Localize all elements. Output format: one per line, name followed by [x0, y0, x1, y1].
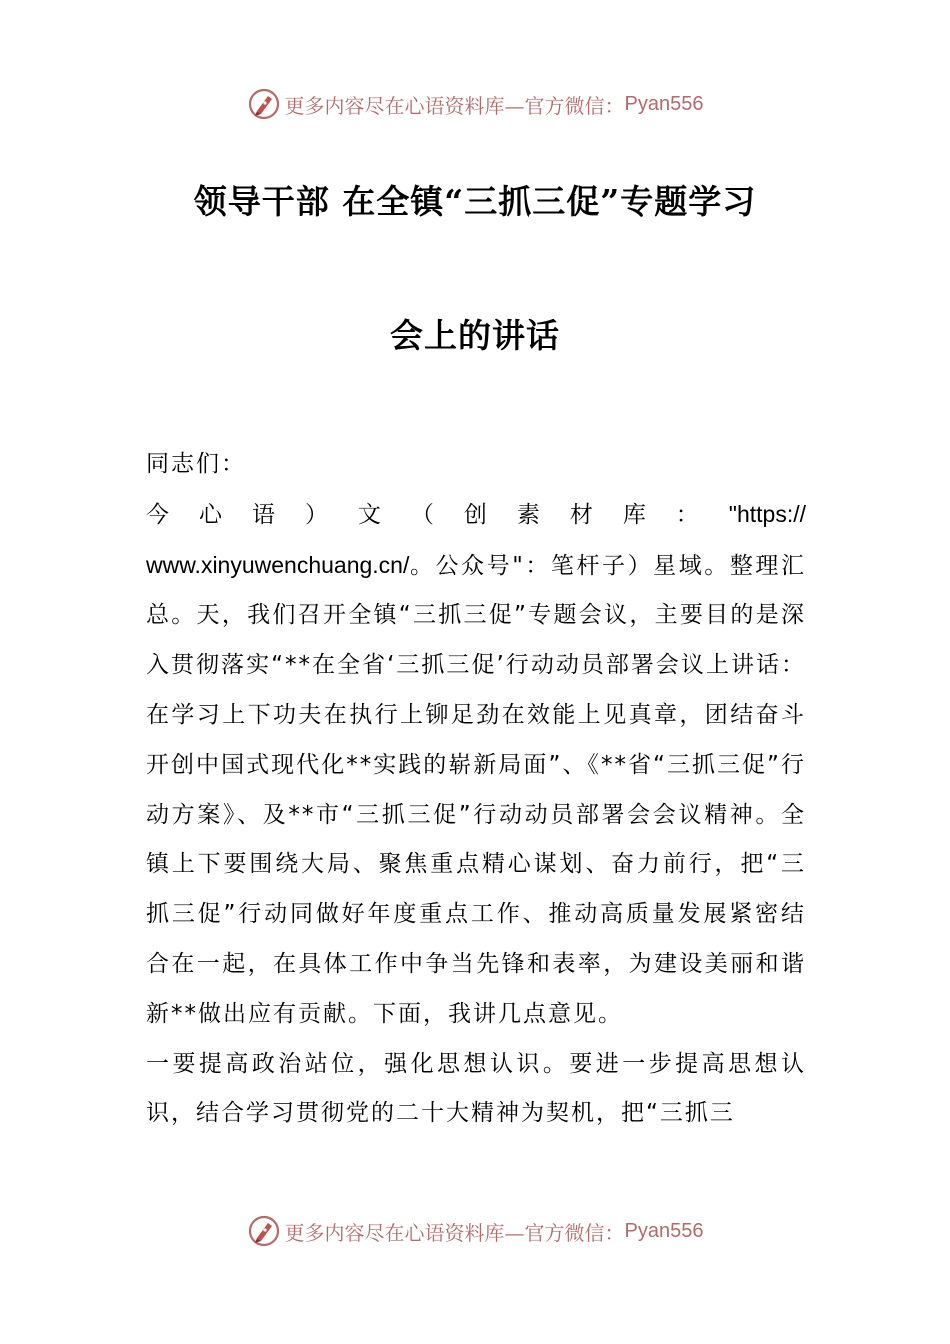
- source-url-end: www.xinyuwenchuang.cn/: [146, 551, 410, 578]
- paragraph-1-first-line: [146, 490, 806, 541]
- watermark-wechat-id: Pyan556: [624, 92, 704, 115]
- document-title-line-2: 会上的讲话: [390, 316, 560, 355]
- watermark-wechat-id: Pyan556: [624, 1219, 704, 1242]
- document-body: [146, 440, 806, 1139]
- watermark-text: 更多内容尽在心语资料库—官方微信：: [284, 93, 625, 118]
- paragraph-1: [146, 541, 806, 1040]
- pen-nib-circle-icon: [247, 1214, 281, 1248]
- greeting: 同志们：: [146, 451, 246, 477]
- watermark-banner-bottom: [0, 1211, 950, 1251]
- watermark-banner-top: [0, 84, 950, 124]
- paragraph-1-intro: 今 心 语 ） 文 （ 创 素 材 库 ：: [146, 501, 711, 528]
- watermark-text: 更多内容尽在心语资料库—官方微信：: [284, 1220, 625, 1245]
- paragraph-1-text: 。公众号"：笔杆子）星域。整理汇总。天，我们召开全镇“三抓三促”专题会议，主要目的是深入贯彻落实“**在全省‘三抓三促’行动动员部署会议上讲话：在学习上下功夫在执行上铆足劲在效能上见真章，团结奋斗开创中国式现代化**实践的崭新局面”、《**省“三抓三促”行动方案》、及**市“三抓三促”行动动员部署会会议精神。全镇上下要围绕大局、聚焦重点精心谋划、奋力前行，把“三抓三促”行动同做好年度重点工作、推动高质量发展紧密结合在一起，在具体工作中争当先锋和表率，为建设美丽和谐新**做出应有贡献。下面，我讲几点意见。: [146, 552, 806, 1027]
- paragraph-2: 一要提高政治站位，强化思想认识。要进一步提高思想认识，结合学习贯彻党的二十大精神为契机，把“三抓三: [146, 1050, 806, 1127]
- document-title-line-1: 领导干部 在全镇“三抓三促”专题学习: [193, 182, 757, 221]
- source-url-start: "https://: [728, 500, 806, 527]
- pen-nib-circle-icon: [247, 87, 281, 121]
